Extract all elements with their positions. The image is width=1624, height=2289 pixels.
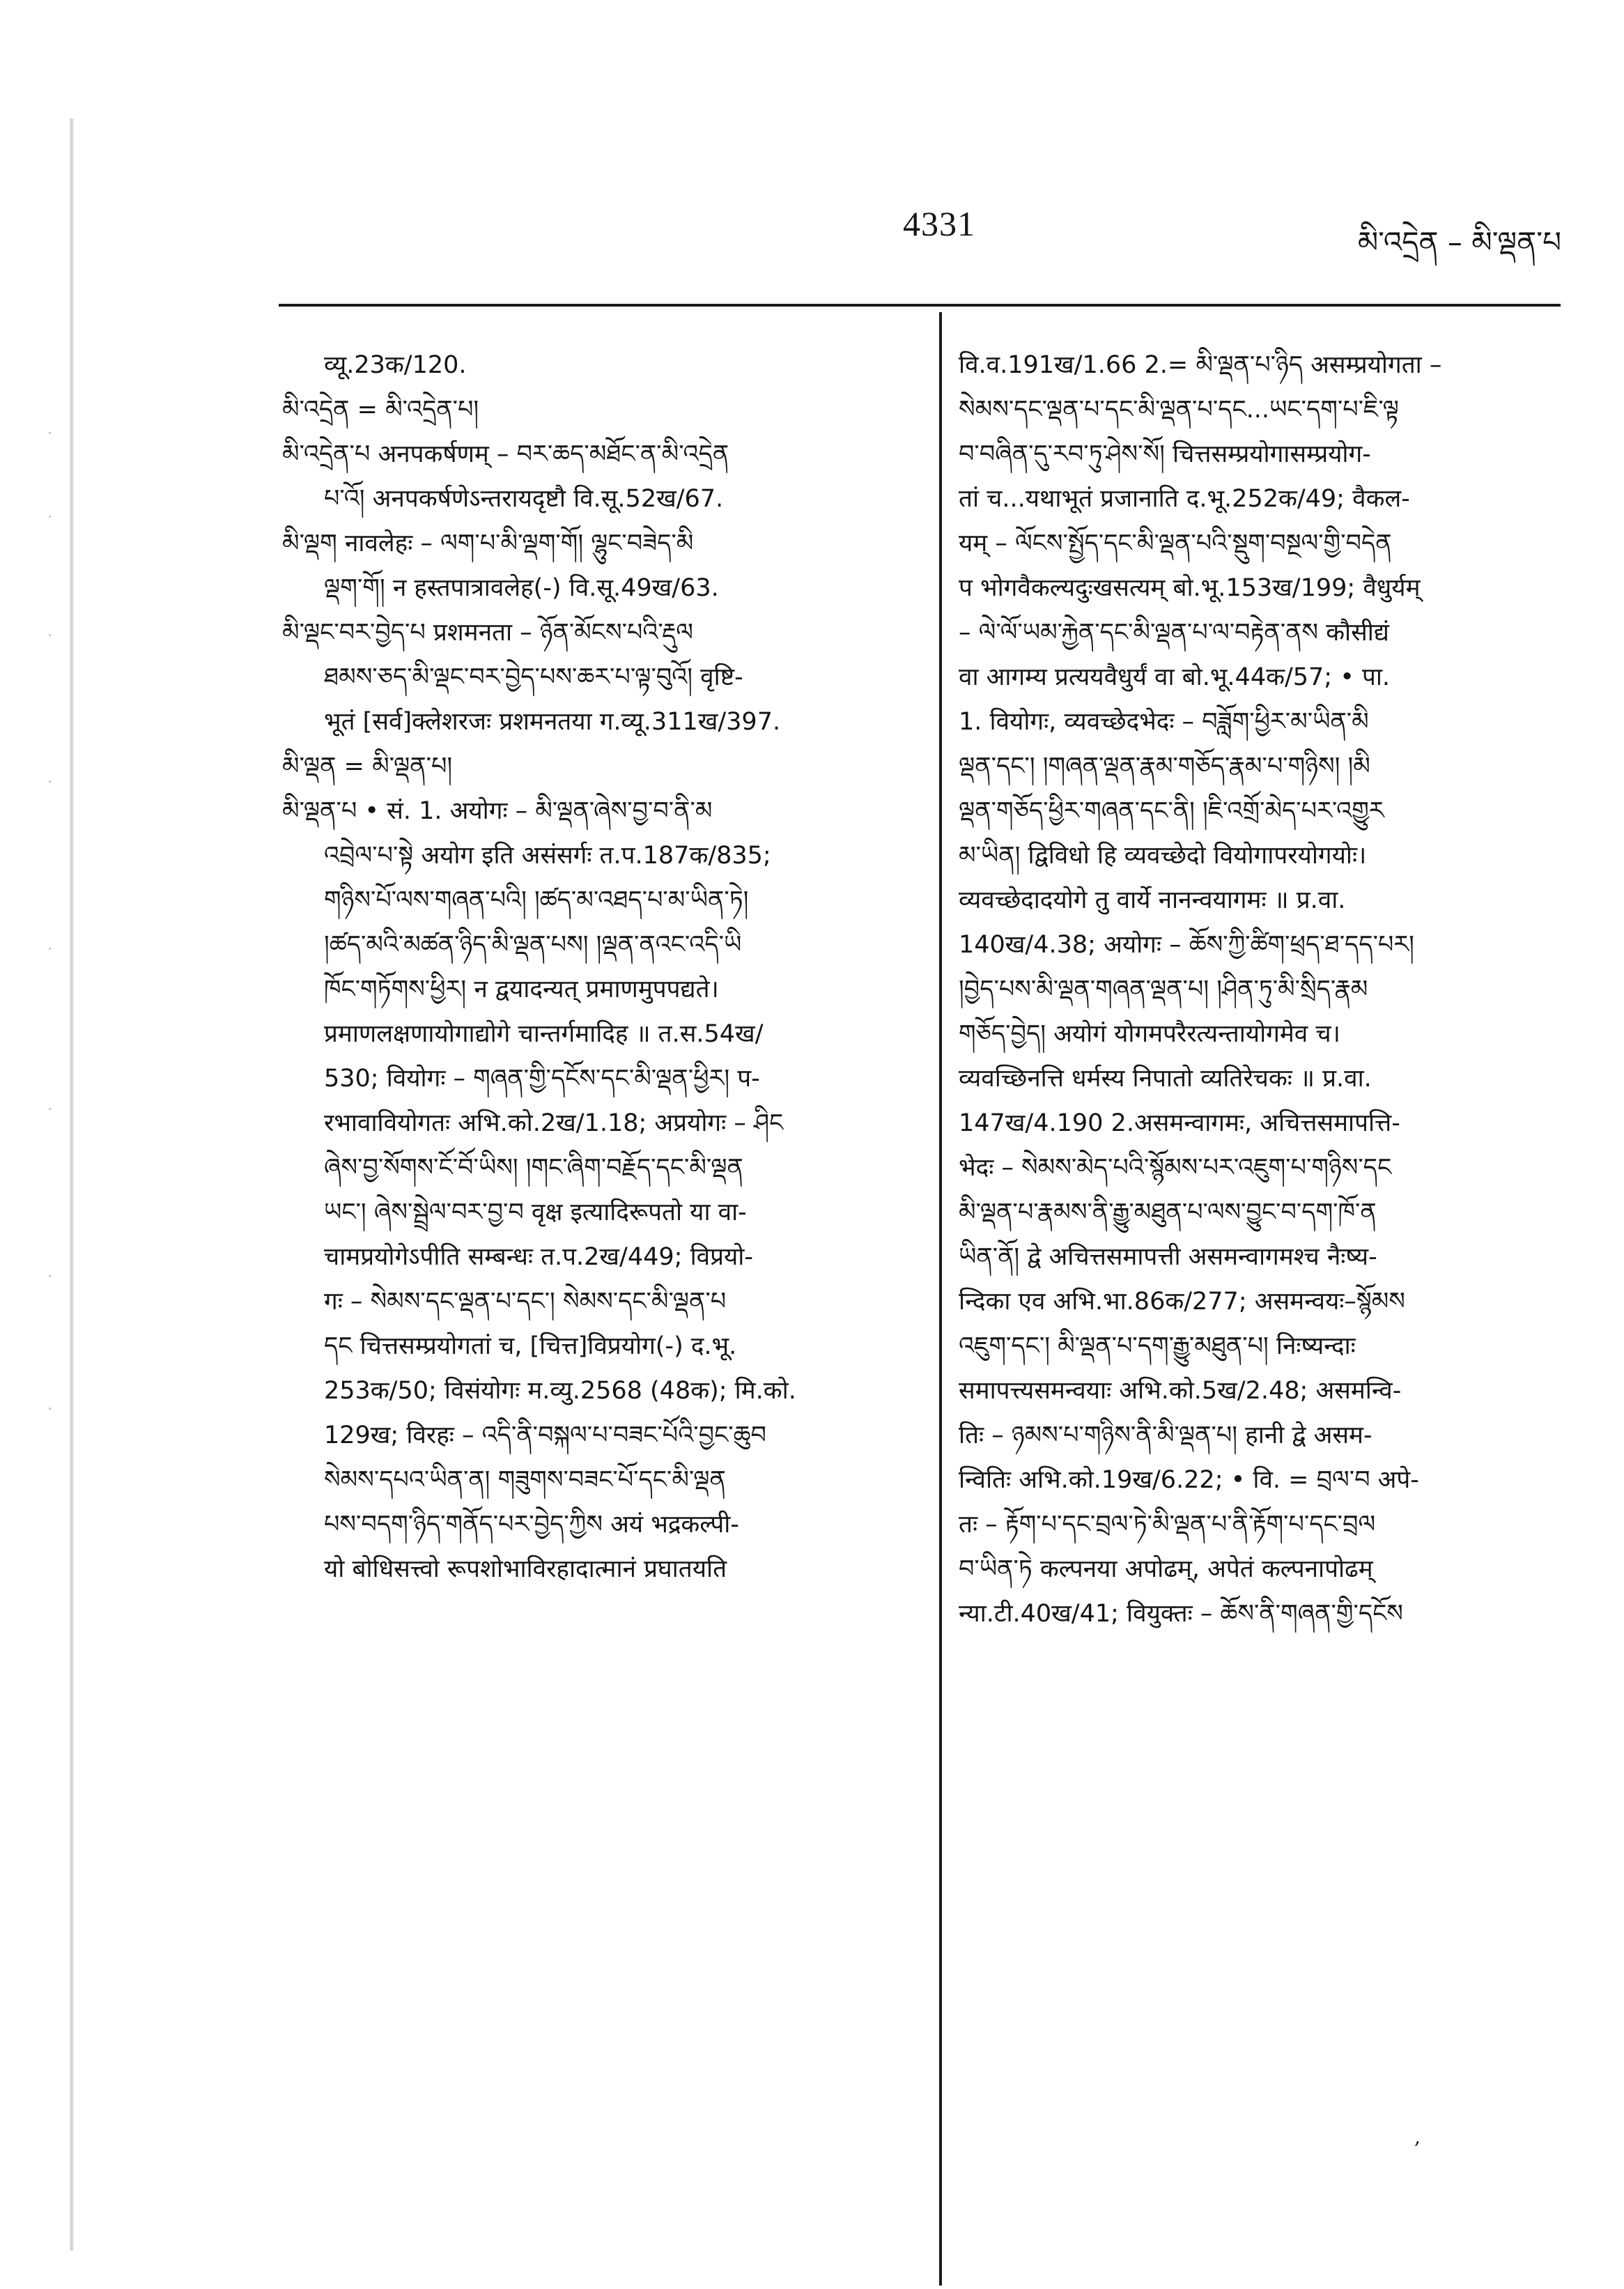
scan-speck bbox=[49, 516, 51, 518]
left-line: 530; वियोगः – གཞན་གྱི་དངོས་དང་མི་ལྡན་ཕྱིར། प- bbox=[324, 1065, 760, 1093]
right-line: གཅོད་བྱེད། अयोगं योगमपरैरत्यन्तायोगमेव च। bbox=[959, 1020, 1340, 1048]
left-line: रभावावियोगतः अभि.को.2ख/1.18; अप्रयोगः – ཤིང bbox=[324, 1109, 784, 1137]
right-line: भेदः – སེམས་མེད་པའི་སྙོམས་པར་འཇུག་པ་གཉིས་དང bbox=[959, 1154, 1392, 1182]
left-line: མི་ལྡང་བར་བྱེད་པ प्रशमनता – ཉོན་མོངས་པའི་རྡུལ bbox=[282, 619, 693, 647]
right-line: – ལེ་ལོ་ཡམ་རྐྱེན་དང་མི་ལྡན་པ་ལ་བརྟེན་ནས कौसीद्यं bbox=[959, 619, 1389, 647]
left-column bbox=[282, 343, 923, 1591]
right-line: व्यवच्छिनत्ति धर्मस्य निपातो व्यतिरेचकः ॥ प्र.वा. bbox=[959, 1065, 1372, 1093]
left-line: गः – སེམས་དང་ལྡན་པ་དང་། སེམས་དང་མི་ལྡན་པ bbox=[324, 1288, 727, 1316]
left-line: व्यू.23क/120. bbox=[324, 351, 467, 379]
scan-binding-edge bbox=[70, 118, 74, 2251]
right-line: न्दिका एव अभि.भा.86क/277; असमन्वयः–སྙོམས bbox=[959, 1288, 1405, 1316]
right-line: བ་ཡིན་ཏེ कल्पनया अपोढम्, अपेतं कल्पनापोढम् bbox=[959, 1555, 1373, 1583]
left-line: དང चित्तसम्प्रयोगतां च, [चित्त]विप्रयोग(-) द.भू. bbox=[324, 1332, 737, 1360]
right-line: །བྱེད་པས་མི་ལྡན་གཞན་ལྡན་པ། །ཤིན་ཏུ་མི་སྲིད་རྣམ bbox=[959, 976, 1368, 1003]
left-line: སེམས་དཔའ་ཡིན་ན། གཟུགས་བཟང་པོ་དང་མི་ལྡན bbox=[324, 1466, 726, 1494]
left-line: ཐམས་ཅད་མི་ལྡང་བར་བྱེད་པས་ཆར་པ་ལྟ་བུའོ། वृष्टि- bbox=[324, 663, 743, 691]
header-rule bbox=[279, 304, 1561, 307]
left-line: ཞེས་བྱ་སོགས་ངོ་བོ་ཡིས། །གང་ཞིག་བརྗོད་དང་མི་ལྡན bbox=[324, 1154, 743, 1182]
stray-mark: , bbox=[1414, 2125, 1421, 2148]
right-line: འཇུག་དང་། མི་ལྡན་པ་དག་རྒྱུ་མཐུན་པ། निःष्यन्दाः bbox=[959, 1332, 1356, 1360]
right-line: ལྡན་དང་། །གཞན་ལྡན་རྣམ་གཅོད་རྣམ་པ་གཉིས། །མི bbox=[959, 753, 1370, 780]
left-line: प्रमाणलक्षणायोगाद्योगे चान्तर्गमादिह ॥ त.स.54ख/ bbox=[324, 1020, 764, 1048]
right-line: यम् – ལོངས་སྤྱོད་དང་མི་ལྡན་པའི་སྡུག་བསྔལ་གྱི་བདེན bbox=[959, 530, 1392, 557]
left-line: यो बोधिसत्त्वो रूपशोभाविरहादात्मानं प्रघातयति bbox=[324, 1555, 727, 1583]
right-column bbox=[959, 343, 1572, 1636]
left-line: མི་ལྡག नावलेहः – ལག་པ་མི་ལྡག་གོ། ལྷུང་བཟེད་མི bbox=[282, 530, 694, 557]
scan-speck bbox=[49, 432, 51, 434]
scan-speck bbox=[49, 1275, 51, 1277]
left-line: 129ख; विरहः – འདི་ནི་བསྐལ་པ་བཟང་པོའི་བྱང་ཆུབ bbox=[324, 1421, 766, 1449]
left-line: པས་བདག་ཉིད་གནོད་པར་བྱེད་ཀྱིས अयं भद्रकल्पी- bbox=[324, 1511, 739, 1539]
left-line: ལྡག་གོ། न हस्तपात्रावलेह(-) वि.सू.49ख/63. bbox=[324, 574, 719, 602]
column-divider bbox=[939, 312, 942, 2286]
right-line: སེམས་དང་ལྡན་པ་དང་མི་ལྡན་པ་དང...ཡང་དག་པ་ཇི་ལྟ bbox=[959, 396, 1399, 424]
page-number: 4331 bbox=[903, 204, 975, 243]
right-line: བ་བཞིན་དུ་རབ་ཏུ་ཤེས་སོ། चित्तसम्प्रयोगासम्प्रयोग- bbox=[959, 440, 1371, 468]
right-line: प भोगवैकल्यदुःखसत्यम् बो.भू.153ख/199; वैधुर्यम् bbox=[959, 574, 1421, 602]
scan-speck bbox=[49, 780, 51, 783]
right-line: तां च...यथाभूतं प्रजानाति द.भू.252क/49; वैकल- bbox=[959, 485, 1410, 513]
left-line: ཁོང་གཏོགས་ཕྱིར། न द्वयादन्यत् प्रमाणमुपपद्यते। bbox=[324, 976, 719, 1003]
left-line: भूतं [सर्व]क्लेशरजः प्रशमनतया ग.व्यू.311ख/397. bbox=[324, 708, 781, 736]
right-line: 147ख/4.190 2.असमन्वागमः, अचित्तसमापत्ति- bbox=[959, 1109, 1400, 1137]
left-line: चामप्रयोगेऽपीति सम्बन्धः त.प.2ख/449; विप्रयो- bbox=[324, 1243, 753, 1271]
right-line: མ་ཡིན། द्विविधो हि व्यवच्छेदो वियोगापरयोगयोः। bbox=[959, 842, 1367, 870]
right-line: न्या.टी.40ख/41; वियुक्तः – ཆོས་ནི་གཞན་གྱི་དངོས bbox=[959, 1600, 1403, 1628]
left-line: མི་ལྡན་པ • सं. 1. अयोगः – མི་ལྡན་ཞེས་བྱ་བ་ནི་མ bbox=[282, 797, 713, 825]
right-line: 140ख/4.38; अयोगः – ཆོས་ཀྱི་ཚིག་ཕྲད་ཐ་དད་པར། bbox=[959, 931, 1414, 959]
left-line: མི་ལྡན = མི་ལྡན་པ། bbox=[282, 753, 453, 780]
right-line: तः – རྟོག་པ་དང་བྲལ་ཏེ་མི་ལྡན་པ་ནི་རྟོག་པ་དང་བྲལ bbox=[959, 1511, 1376, 1539]
right-line: व्यवच्छेदादयोगे तु वार्ये नानन्वयागमः ॥ प्र.वा. bbox=[959, 886, 1346, 914]
right-line: वा आगम्य प्रत्ययवैधुर्यं वा बो.भू.44क/57; • पा. bbox=[959, 663, 1391, 691]
scan-noise bbox=[42, 418, 63, 1463]
right-line: तिः – ཉམས་པ་གཉིས་ནི་མི་ལྡན་པ། हानी द्वे असम- bbox=[959, 1421, 1372, 1449]
scan-speck bbox=[49, 634, 51, 636]
scan-speck bbox=[49, 1408, 51, 1410]
left-line: གཉིས་པོ་ལས་གཞན་པའི། །ཚད་མ་འཐད་པ་མ་ཡིན་ཏེ། bbox=[324, 886, 749, 914]
right-line: 1. वियोगः, व्यवच्छेदभेदः – བཟློག་ཕྱིར་མ་ཡིན་མི bbox=[959, 708, 1369, 736]
left-line: 253क/50; विसंयोगः म.व्यु.2568 (48क); मि.को. bbox=[324, 1377, 796, 1405]
left-line: འབྲེལ་པ་སྟེ अयोग इति असंसर्गः त.प.187क/835; bbox=[324, 842, 771, 870]
right-line: མི་ལྡན་པ་རྣམས་ནི་རྒྱུ་མཐུན་པ་ལས་བྱུང་བ་དག་ཁོ་ན bbox=[959, 1199, 1377, 1226]
left-line: ཡང་། ཞེས་སྦྲེལ་བར་བྱ་བ वृक्ष इत्यादिरूपतो या वा- bbox=[324, 1199, 747, 1226]
right-line: ཡིན་ནོ། द्वे अचित्तसमापत्ती असमन्वागमश्च नैःष्य- bbox=[959, 1243, 1377, 1271]
left-line: །ཚད་མའི་མཚན་ཉིད་མི་ལྡན་པས། །ལྡན་ནའང་འདི་ཡི bbox=[324, 931, 742, 959]
running-head: མི་འདྲེན – མི་ལྡན་པ bbox=[1357, 225, 1561, 259]
right-line: न्वितिः अभि.को.19ख/6.22; • वि. = བྲལ་བ अपे- bbox=[959, 1466, 1419, 1494]
right-line: वि.व.191ख/1.66 2.= མི་ལྡན་པ་ཉིད असम्प्रयोगता – bbox=[959, 351, 1442, 379]
scan-speck bbox=[49, 948, 51, 950]
right-line: ལྡན་གཅོད་ཕྱིར་གཞན་དང་ནི། །ཇི་འགྲོ་མེད་པར་འགྱུར bbox=[959, 797, 1384, 825]
left-line: མི་འདྲེན་པ अनपकर्षणम् – བར་ཆད་མཐོང་ན་མི་འདྲེན bbox=[282, 440, 729, 468]
left-line: མི་འདྲེན = མི་འདྲེན་པ། bbox=[282, 396, 479, 424]
scan-speck bbox=[49, 1108, 51, 1110]
right-line: समापत्त्यसमन्वयाः अभि.को.5ख/2.48; असमन्वि- bbox=[959, 1377, 1402, 1405]
left-line: པ་འོ། अनपकर्षणेऽन्तरायदृष्टौ वि.सू.52ख/67. bbox=[324, 485, 724, 513]
